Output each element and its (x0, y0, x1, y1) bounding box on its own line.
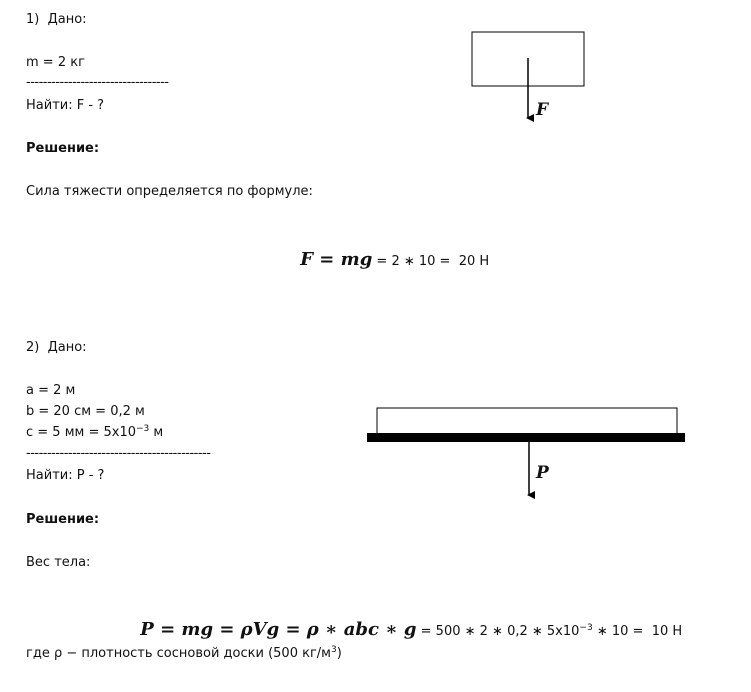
problem2-text: Вес тела: (26, 555, 91, 570)
problem1-header: 1) Дано: (26, 12, 87, 27)
problem1-given-mass: m = 2 кг (26, 55, 85, 70)
problem2-given-b: b = 20 см = 0,2 м (26, 404, 145, 419)
problem1-formula-rest: = 2 ∗ 10 = 20 Н (372, 254, 490, 269)
problem2-support (367, 433, 685, 442)
problem2-note (26, 646, 342, 662)
problem2-given-c-exp: −3 (136, 424, 150, 434)
problem2-solution-label: Решение: (26, 512, 100, 527)
problem2-given-a: a = 2 м (26, 383, 76, 398)
problem2-given-c-unit: м (149, 425, 164, 440)
problem2-header: 2) Дано: (26, 340, 87, 355)
problem2-note-exp: 3 (330, 645, 337, 655)
problem2-divider: -------------------------------------------- (26, 446, 211, 461)
problem2-given-c (26, 425, 163, 441)
problem1-find: Найти: F - ? (26, 98, 105, 113)
problem2-formula-exp: −3 (579, 623, 593, 633)
problem1-solution-label: Решение: (26, 141, 100, 156)
problem1-force-label: F (536, 100, 549, 120)
problem2-find: Найти: P - ? (26, 468, 105, 483)
problem2-note-main: где ρ − плотность сосновой доски (500 кг/м (26, 646, 331, 661)
problem2-formula (132, 597, 682, 643)
problem2-board (377, 408, 677, 434)
problem1-text: Сила тяжести определяется по формуле: (26, 184, 313, 199)
problem2-force-label: P (536, 463, 549, 483)
problem1-divider: ---------------------------------- (26, 75, 169, 90)
problem2-given-c-main: c = 5 мм = 5x10 (26, 425, 136, 440)
problem2-formula-rest-1: = 500 ∗ 2 ∗ 0,2 ∗ 5x10 (416, 624, 580, 639)
problem1-formula-bold: F = mg (300, 249, 373, 270)
problem2-note-end: ) (336, 646, 342, 661)
problem2-formula-bold: P = mg = ρVg = ρ ∗ abc ∗ g (140, 619, 417, 640)
problem2-formula-rest-2: ∗ 10 = 10 Н (592, 624, 683, 639)
